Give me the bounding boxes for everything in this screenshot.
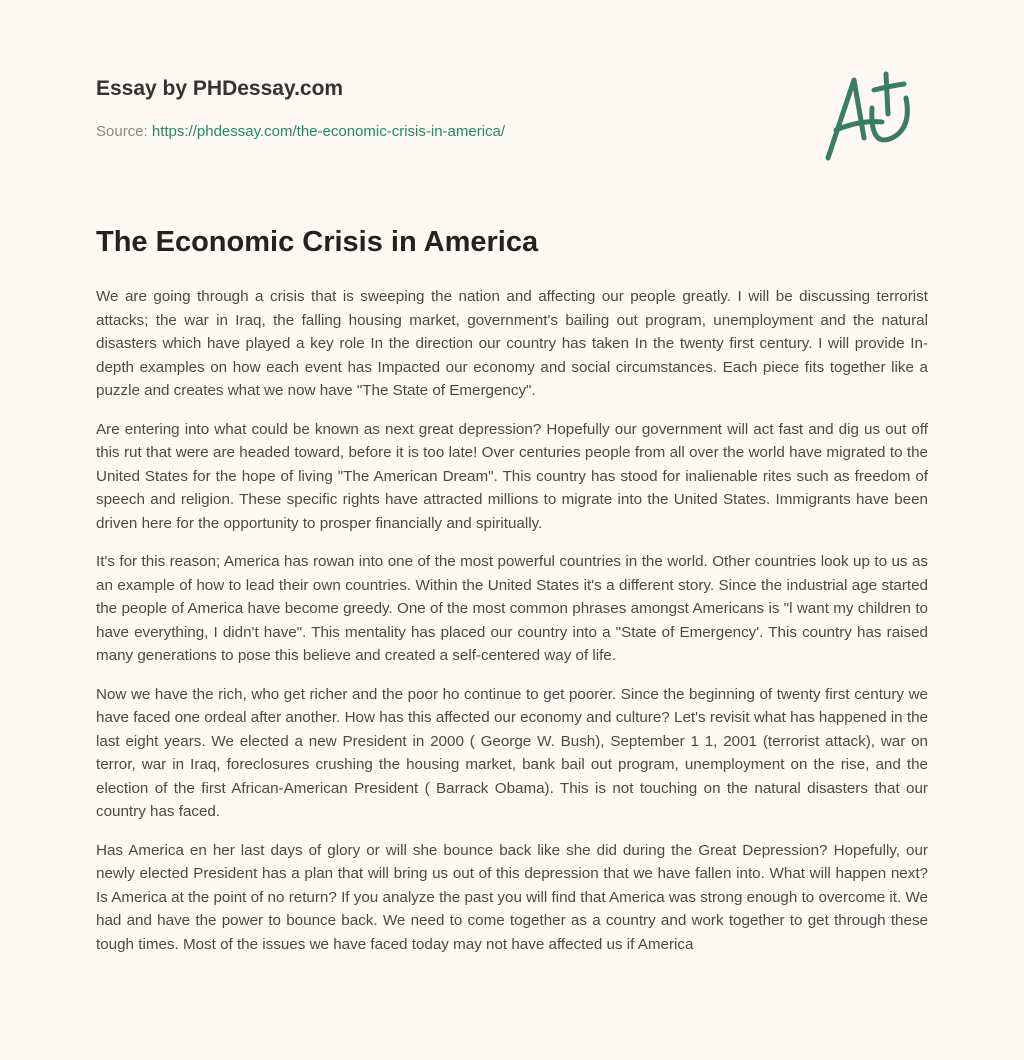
- source-label: Source:: [96, 123, 148, 140]
- site-title: Essay by PHDessay.com: [96, 77, 344, 100]
- essay-paragraph: It's for this reason; America has rowan into one of the most powerful countries in the world. Other countries look up to us as an example of how to lead their own countries. Within the United States it's a different story. Since the industrial age started the people of America have become greedy. One of the most common phrases amongst Americans is "l want my children to have everything, I didn't have". This mentality has placed our country into a "State of Emergency'. This country has raised many generations to pose this believe and created a self-centered way of life.: [96, 553, 928, 664]
- essay-paragraph: Now we have the rich, who get richer and the poor ho continue to get poorer. Since the beginning of twenty first century we have faced one ordeal after another. How has this affected our economy and culture? Let's revisit what has happened in the last eight years. We elected a new President in 2000 ( George W. Bush), September 1 1, 2001 (terrorist attack), war on terror, war in Iraq, foreclosures crushing the housing market, bank bail out program, unemployment on the rise, and the election of the first African-American President ( Barrack Obama). This is not touching on the natural disasters that our country has faced.: [96, 685, 928, 820]
- essay-title: The Economic Crisis in America: [96, 226, 539, 258]
- source-line: [96, 123, 505, 140]
- essay-paragraph: Are entering into what could be known as next great depression? Hopefully our government will act fast and dig us out off this rut that were are headed toward, before it is too late! Over centuries people from all over the world have migrated to the United States for the hope of living "The American Dream". This country has stood for inalienable rites such as freedom of speech and religion. These specific rights have attracted millions to migrate into the United States. Immigrants have been driven here for the opportunity to prosper financially and spiritually.: [96, 420, 928, 532]
- essay-paragraph: We are going through a crisis that is sweeping the nation and affecting our people greatly. I will be discussing terrorist attacks; the war in Iraq, the falling housing market, government's bailing out program, unemployment and the natural disasters which have played a key role In the direction our country has taken In the twenty first century. I will provide In-depth examples on how each event has Impacted our economy and social circumstances. Each piece fits together like a puzzle and creates what we now have "The State of Emergency".: [96, 288, 928, 399]
- essay-body: [96, 285, 928, 971]
- essay-paragraph: Has America en her last days of glory or will she bounce back like she did during the Great Depression? Hopefully, our newly elected President has a plan that will bring us out of this depression that we have fallen into. What will happen next? Is America at the point of no return? If you analyze the past you will find that America was strong enough to overcome it. We had and have the power to bounce back. We need to come together as a country and work together to get through these tough times. Most of the issues we have faced today may not have affected us if America: [96, 841, 928, 953]
- source-link[interactable]: https://phdessay.com/the-economic-crisis-in-america/: [151, 123, 506, 140]
- a-plus-logo-icon: [820, 68, 930, 164]
